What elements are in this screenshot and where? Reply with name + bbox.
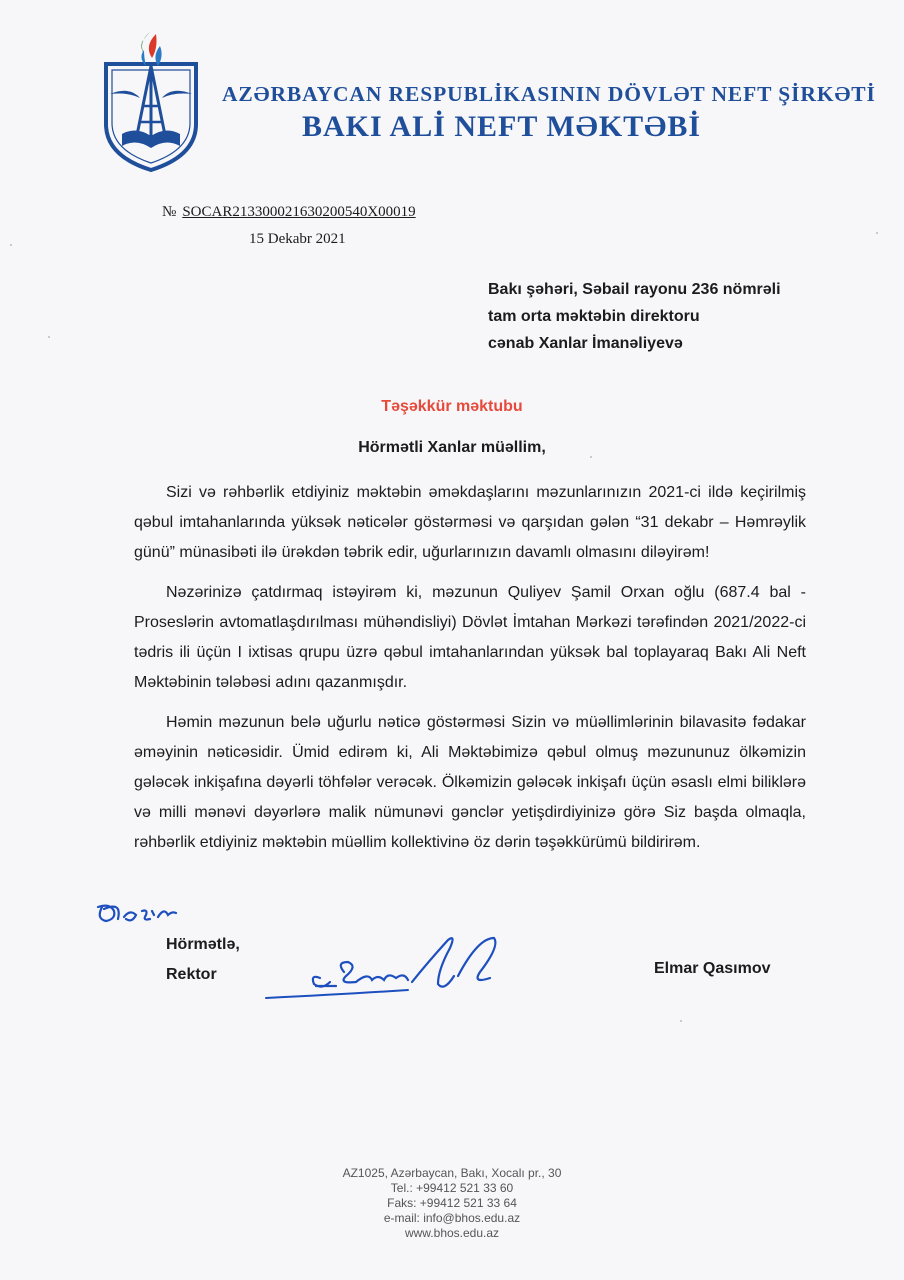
- scan-speck: [876, 232, 878, 234]
- salutation: Hörmətli Xanlar müəllim,: [358, 439, 546, 456]
- footer-contacts: [0, 1166, 904, 1241]
- footer-email: e-mail: info@bhos.edu.az: [383, 1211, 521, 1225]
- closing-block: [166, 930, 240, 990]
- letter-title: Təşəkkür məktubu: [381, 398, 523, 415]
- addressee-line: cənab Xanlar İmanəliyevə: [488, 335, 683, 352]
- number-sign: №: [162, 204, 177, 220]
- closing-regards: Hörmətlə,: [166, 936, 240, 953]
- scan-speck: [680, 1020, 682, 1022]
- signer-position: Rektor: [166, 966, 217, 983]
- reference-number: SOCAR213300021630200540X00019: [182, 204, 416, 220]
- school-name: BAKI ALİ NEFT MƏKTƏBİ: [302, 110, 702, 143]
- footer-phone: Tel.: +99412 521 33 60: [390, 1181, 514, 1195]
- handwritten-approval-mark: [92, 897, 222, 933]
- scan-speck: [10, 244, 12, 246]
- addressee-line: Bakı şəhəri, Səbail rayonu 236 nömrəli: [488, 281, 781, 298]
- handwritten-signature: [258, 932, 508, 1004]
- paragraph: Nəzərinizə çatdırmaq istəyirəm ki, məzunun Quliyev Şamil Orxan oğlu (687.4 bal - Proseslərin avtomatlaşdırılması mühəndisliyi) Dövlət İmtahan Mərkəzi tərəfindən 2021/2022-ci tədris ili üçün I ixtisas qrupu üzrə qəbul imtahanlarından yüksək bal toplayaraq Bakı Ali Neft Məktəbinin tələbəsi adını qazanmışdır.: [134, 584, 806, 691]
- scan-speck: [590, 456, 592, 458]
- paragraph: Həmin məzunun belə uğurlu nəticə göstərməsi Sizin və müəllimlərinin bilavasitə fədakar əməyinin nəticəsidir. Ümid edirəm ki, Ali Məktəbimizə qəbul olmuş məzununuz ölkəmizin gələcək inkişafına dəyərli töhfələr verəcək. Ölkəmizin gələcək inkişafı üçün əsaslı elmi biliklərə və milli mənəvi dəyərlərə malik nümunəvi gənclər yetişdirdiyinizə görə Siz başda olmaqla, rəhbərlik etdiyiniz məktəbin müəllim kollektivinə öz dərin təşəkkürümü bildirirəm.: [134, 714, 806, 851]
- scan-speck: [48, 336, 50, 338]
- reference-line: [162, 204, 416, 221]
- footer-fax: Faks: +99412 521 33 64: [387, 1196, 517, 1210]
- signer-name: Elmar Qasımov: [654, 960, 771, 977]
- organization-name: AZƏRBAYCAN RESPUBLİKASININ DÖVLƏT NEFT ŞİRKƏTİ: [222, 82, 876, 106]
- addressee-line: tam orta məktəbin direktoru: [488, 308, 700, 325]
- bhos-logo-icon: [100, 28, 202, 174]
- letter-body: [134, 478, 806, 868]
- addressee-block: [488, 276, 848, 357]
- footer-address: AZ1025, Azərbaycan, Bakı, Xocalı pr., 30: [342, 1166, 562, 1180]
- paragraph: Sizi və rəhbərlik etdiyiniz məktəbin əməkdaşlarını məzunlarınızın 2021-ci ildə keçirilmiş qəbul imtahanlarında yüksək nəticələr göstərməsi və qarşıdan gələn “31 dekabr – Həmrəylik günü” münasibəti ilə ürəkdən təbrik edir, uğurlarınızın davamlı olmasını diləyirəm!: [134, 484, 806, 561]
- footer-website: www.bhos.edu.az: [404, 1226, 500, 1240]
- reference-date: 15 Dekabr 2021: [249, 231, 346, 247]
